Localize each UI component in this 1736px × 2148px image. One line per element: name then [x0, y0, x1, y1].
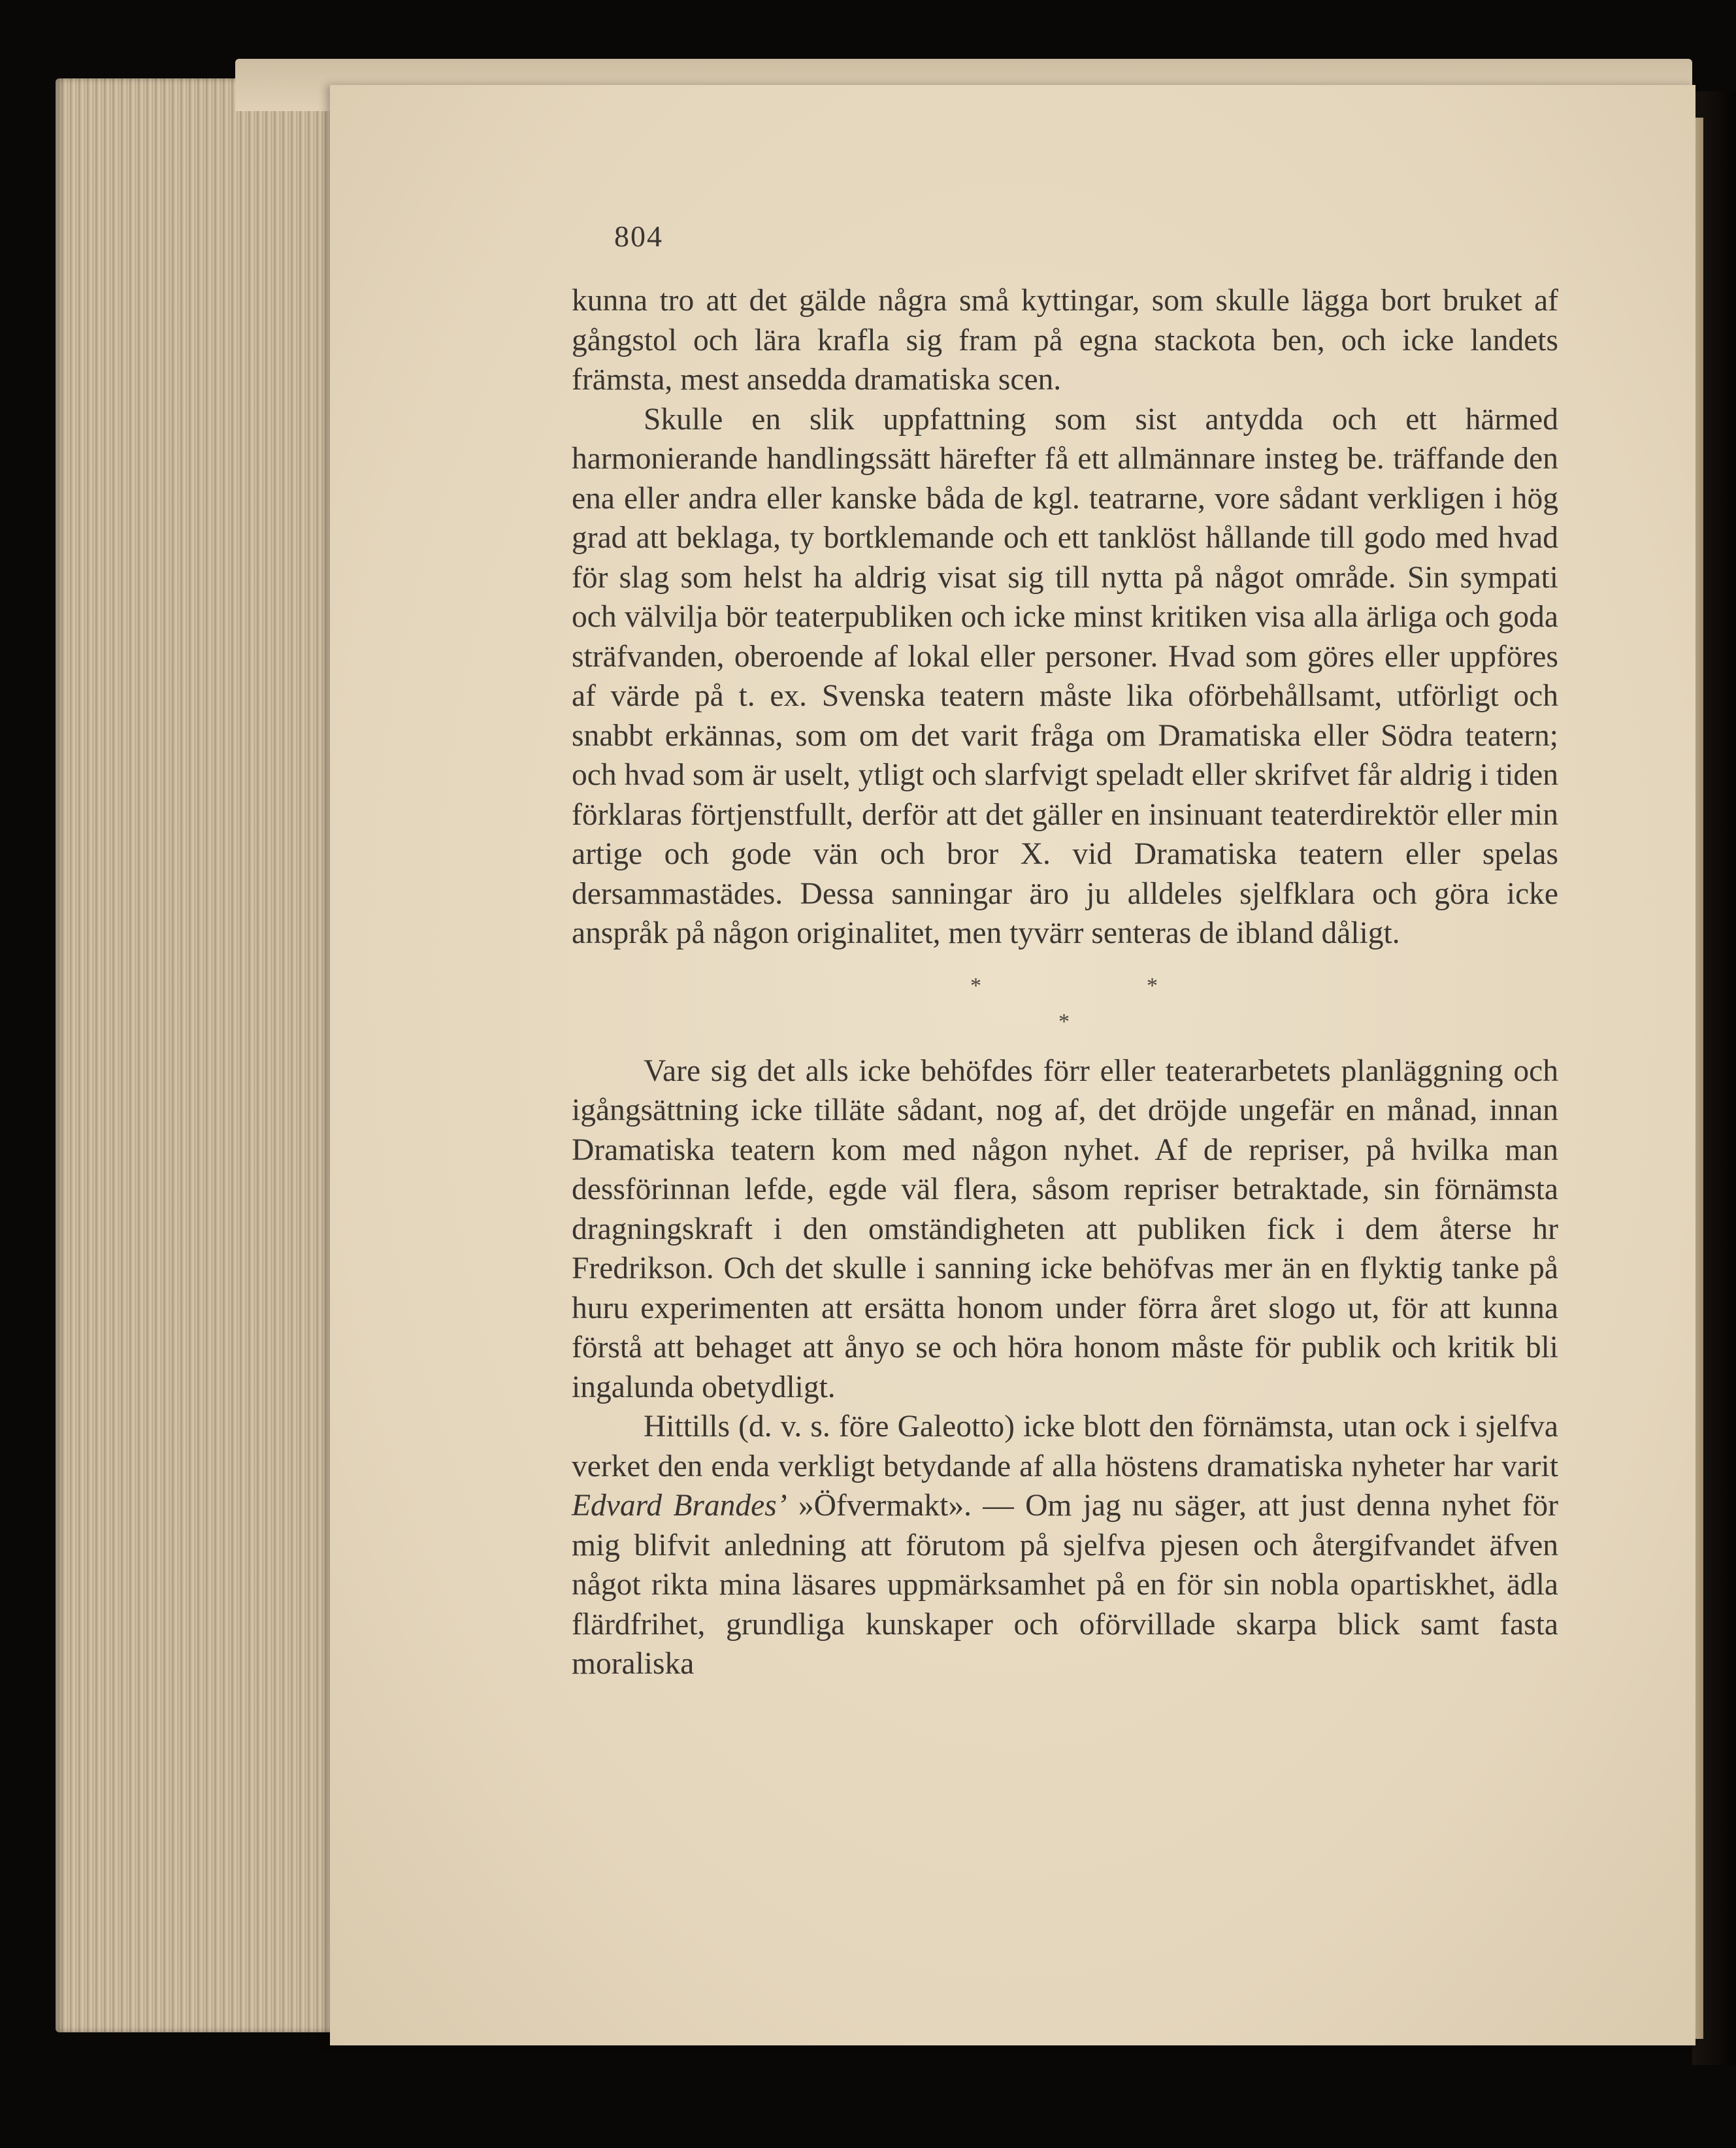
separator-star-right: *: [1147, 973, 1158, 998]
author-name: Edvard Brandes’: [572, 1489, 787, 1523]
paragraph-3: Vare sig det alls icke behöfdes förr eller teaterarbetets planläggning och igångsättning icke tilläte sådant, nog af, det dröjde ungefär en månad, innan Dramatiska teatern kom med någon nyhet. Af de repriser, på hvilka man dessförinnan lefde, egde väl flera, såsom repriser betraktade, sin förnämsta dragningskraft i den omständigheten att publiken fick i dem återse hr Fredrikson. Och det skulle i sanning icke behöfvas mer än en flyktig tanke på huru experimenten att ersätta honom under förra året slogo ut, för att kunna förstå att behaget att ånyo se och höra honom måste för publik och kritik bli ingalunda obetydligt.: [572, 1053, 1558, 1404]
paragraph-4: [572, 1407, 1558, 1684]
paragraph-1: kunna tro att det gälde några små kyttingar, som skulle lägga bort bruket af gångstol och lära krafla sig fram på egna stackota ben, och icke landets främsta, mest ansedda dramatiska scen.: [572, 284, 1558, 397]
section-separator: [572, 953, 1558, 1051]
paragraph-4-text-b: »Öfvermakt». — Om jag nu säger, att just denna nyhet för mig blifvit anledning att förutom på sjelfva pjesen och återgifvandet äfven något rikta mina läsares uppmärksamhet på en för sin nobla opartiskhet, ädla flärdfrihet, grundliga kunskaper och oförvillade skarpa blick samt fasta moraliska: [572, 1489, 1558, 1681]
page-number: 804: [614, 220, 663, 253]
page-text: [572, 281, 1558, 1684]
paragraph-2: Skulle en slik uppfattning som sist antydda och ett härmed harmonierande handlingssätt härefter få ett allmännare insteg be. träffande den ena eller andra eller kanske båda de kgl. teatrarne, vore sådant verkligen i hög grad att beklaga, ty bortklemande och ett tanklöst hållande till godo med hvad för slag som helst ha aldrig visat sig till nytta på något område. Sin sympati och välvilja bör teaterpubliken och icke minst kritiken visa alla ärliga och goda sträfvanden, oberoende af lokal eller personer. Hvad som göres eller uppföres af värde på t. ex. Svenska teatern måste lika oförbehållsamt, utförligt och snabbt erkännas, som om det varit fråga om Dramatiska eller Södra teatern; och hvad som är uselt, ytligt och slarfvigt speladt eller skrifvet får aldrig i tiden förklaras förtjenstfullt, derför att det gäller en insinuant teaterdirektör eller min artige och gode vän och bror X. vid Dramatiska teatern eller spelas dersammastädes. Dessa sanningar äro ju alldeles sjelfklara och göra icke anspråk på någon originalitet, men tyvärr senteras de ibland dåligt.: [572, 402, 1558, 950]
separator-star-left: *: [970, 973, 981, 998]
page-edges: [56, 78, 343, 2032]
separator-star-bottom: *: [1058, 1009, 1070, 1034]
paragraph-4-text-a: Hittills (d. v. s. före Galeotto) icke blott den förnämsta, utan ock i sjelfva verket den enda verkligt betydande af alla höstens dramatiska nyheter har varit: [572, 1410, 1558, 1483]
